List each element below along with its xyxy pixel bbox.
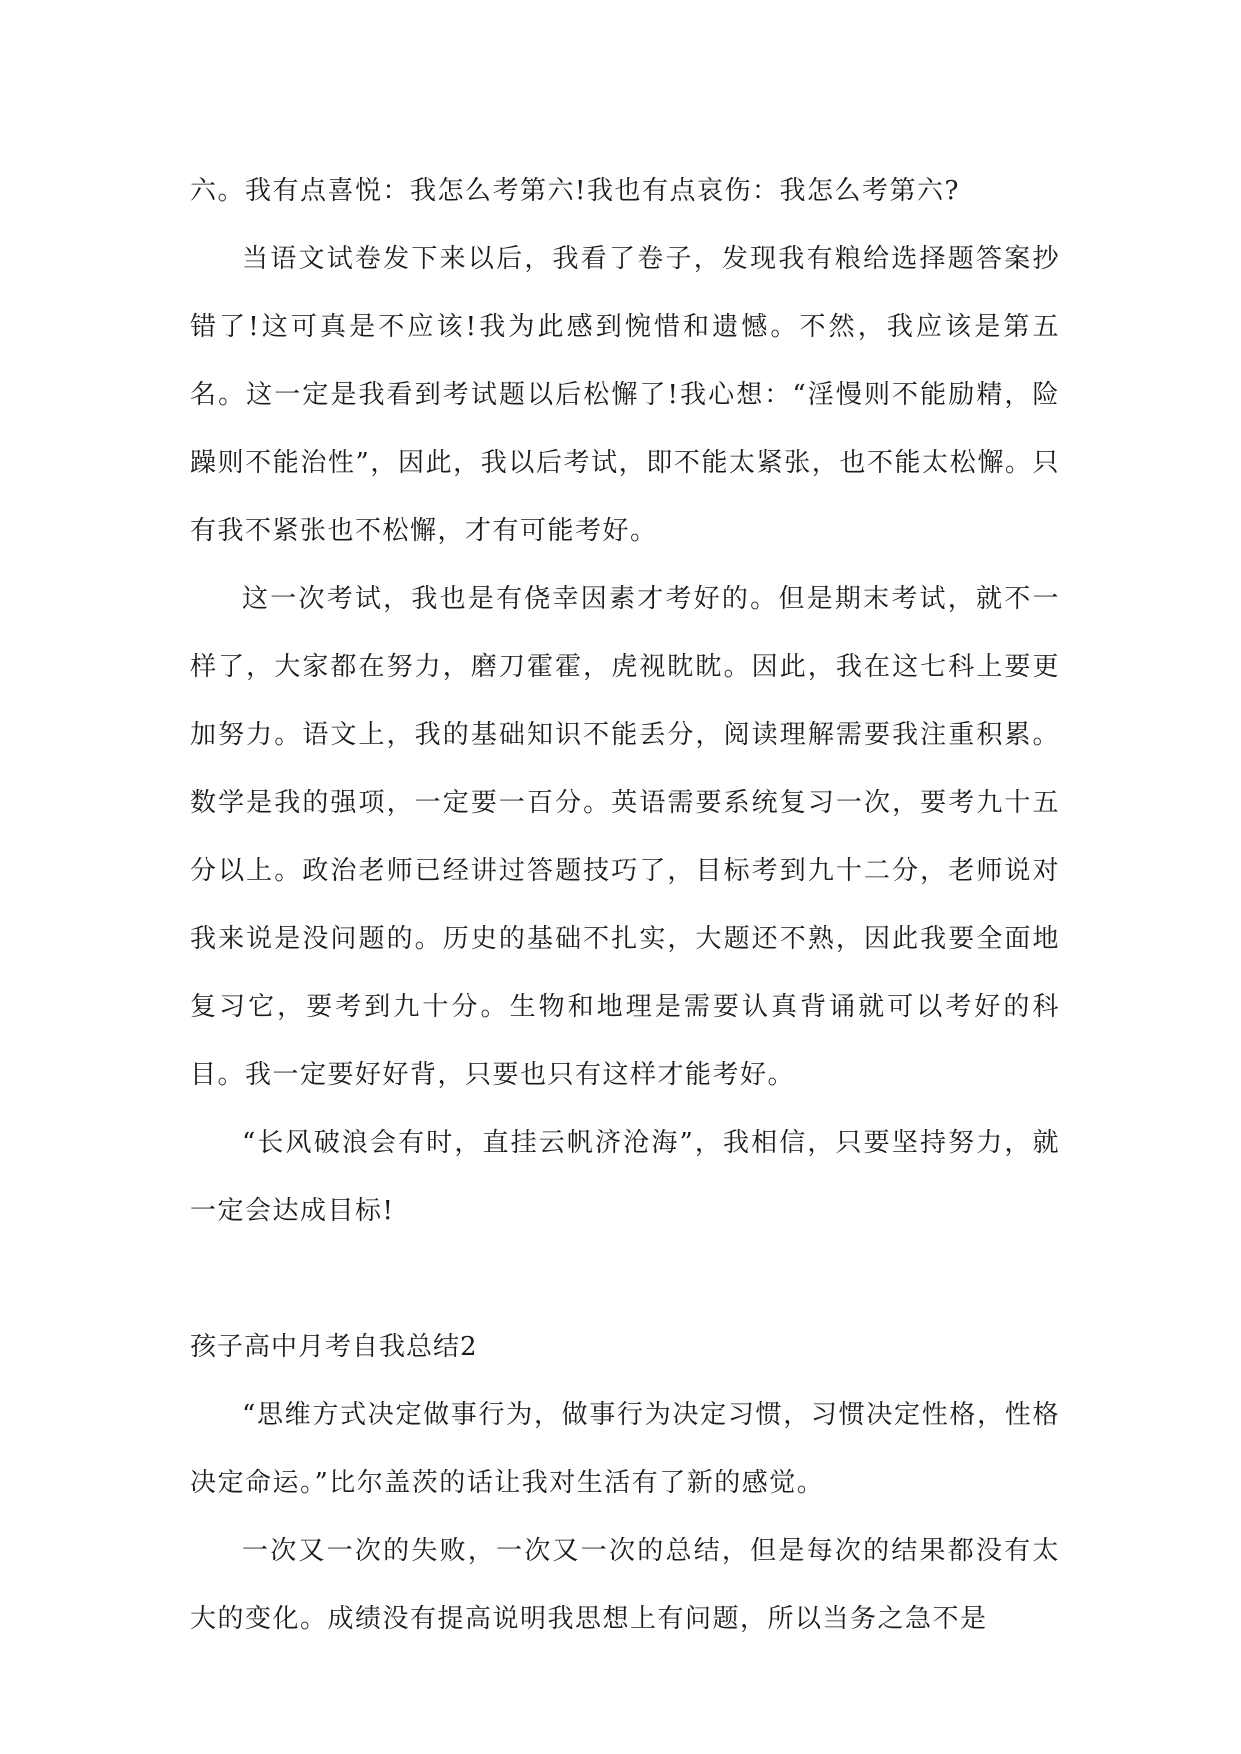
paragraph: 六。我有点喜悦：我怎么考第六!我也有点哀伤：我怎么考第六? [190, 176, 960, 206]
paragraph: 当语文试卷发下来以后，我看了卷子，发现我有粮给选择题答案抄错了!这可真是不应该!我为此感到惋惜和遗憾。不然，我应该是第五名。这一定是我看到考试题以后松懈了!我心想：“淫慢则不能励精，险躁则不能治性”，因此，我以后考试，即不能太紧张，也不能太松懈。只有我不紧张也不松懈，才有可能考好。 [190, 244, 1060, 546]
paragraph: 这一次考试，我也是有侥幸因素才考好的。但是期末考试，就不一样了，大家都在努力，磨刀霍霍，虎视眈眈。因此，我在这七科上要更加努力。语文上，我的基础知识不能丢分，阅读理解需要我注重积累。数学是我的强项，一定要一百分。英语需要系统复习一次，要考九十五分以上。政治老师已经讲过答题技巧了，目标考到九十二分，老师说对我来说是没问题的。历史的基础不扎实，大题还不熟，因此我要全面地复习它，要考到九十分。生物和地理是需要认真背诵就可以考好的科目。我一定要好好背，只要也只有这样才能考好。 [190, 584, 1060, 1090]
paragraph: “长风破浪会有时，直挂云帆济沧海”，我相信，只要坚持努力，就一定会达成目标! [190, 1128, 1060, 1226]
document-body [190, 157, 1060, 1653]
section-title: 孩子高中月考自我总结2 [190, 1332, 478, 1362]
paragraph: “思维方式决定做事行为，做事行为决定习惯，习惯决定性格，性格决定命运。”比尔盖茨的话让我对生活有了新的感觉。 [190, 1400, 1060, 1498]
paragraph: 一次又一次的失败，一次又一次的总结，但是每次的结果都没有太大的变化。成绩没有提高说明我思想上有问题，所以当务之急不是 [190, 1536, 1060, 1634]
